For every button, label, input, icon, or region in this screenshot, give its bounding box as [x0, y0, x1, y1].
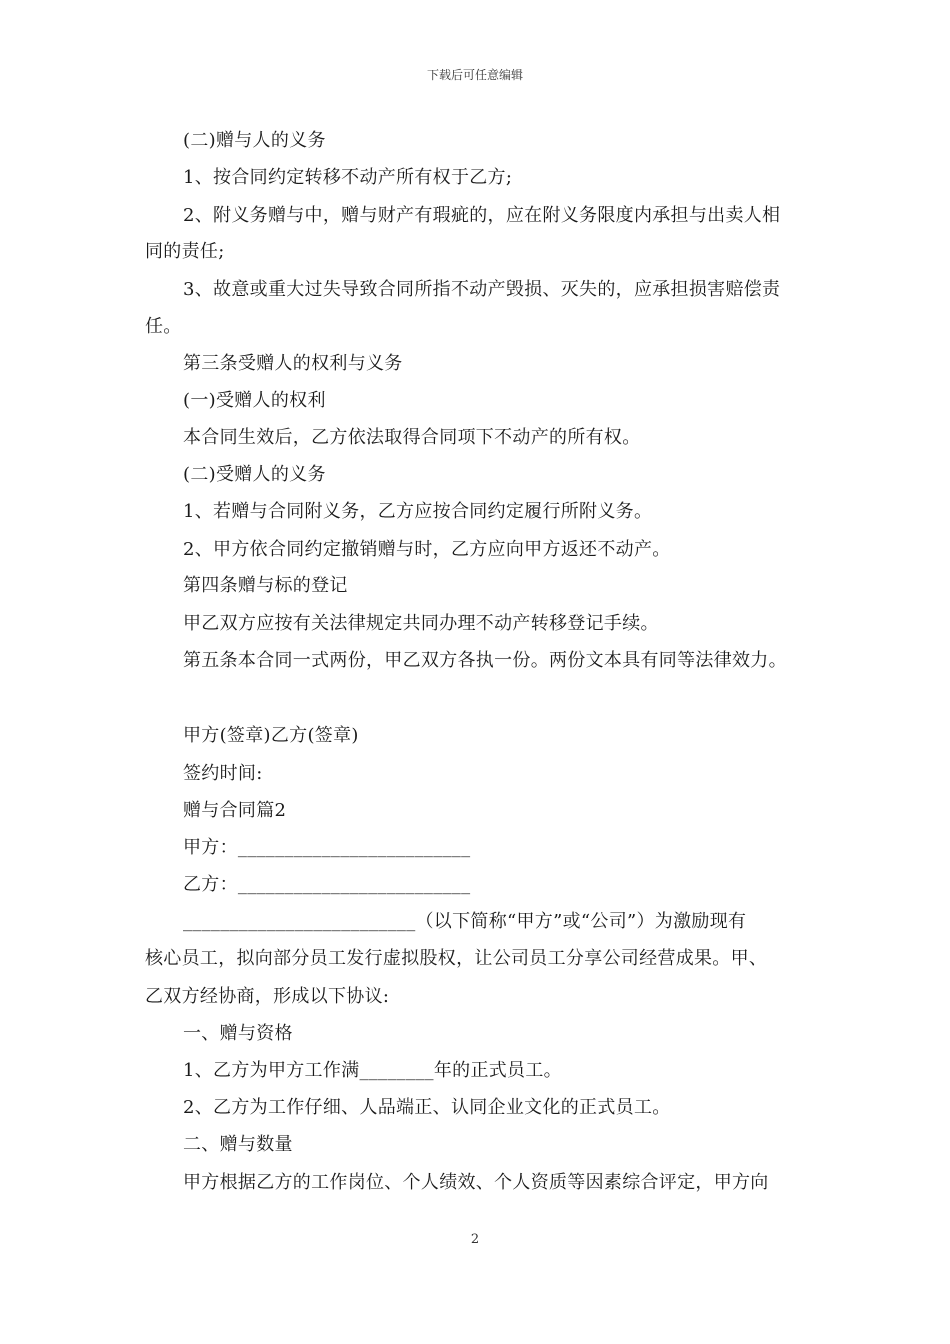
page-number: 2: [470, 1232, 480, 1247]
paragraph-line: 1、按合同约定转移不动产所有权于乙方;: [183, 167, 513, 188]
article-heading: 第三条受赠人的权利与义务: [183, 353, 403, 374]
paragraph-line: 2、附义务赠与中，赠与财产有瑕疵的，应在附义务限度内承担与出卖人相: [183, 205, 781, 226]
paragraph-line: 本合同生效后，乙方依法取得合同项下不动产的所有权。: [183, 427, 641, 448]
section-heading: (一)受赠人的权利: [183, 390, 326, 411]
paragraph-line: 2、乙方为工作仔细、人品端正、认同企业文化的正式员工。: [183, 1097, 671, 1118]
page-header: 下载后可任意编辑: [426, 68, 523, 82]
paragraph-line: 1、乙方为甲方工作满________年的正式员工。: [183, 1060, 562, 1081]
section-heading: (二)赠与人的义务: [183, 130, 326, 151]
section-heading: (二)受赠人的义务: [183, 464, 326, 485]
contract-title: 赠与合同篇2: [183, 800, 287, 821]
paragraph-line: 乙双方经协商，形成以下协议:: [145, 986, 390, 1007]
paragraph-line: _________________________（以下简称“甲方”或“公司”）为激励现有: [183, 911, 747, 932]
paragraph-line: 1、若赠与合同附义务，乙方应按合同约定履行所附义务。: [183, 501, 653, 522]
paragraph-line: 甲乙双方应按有关法律规定共同办理不动产转移登记手续。: [183, 613, 659, 634]
paragraph-line: 同的责任;: [145, 241, 225, 262]
paragraph-line: 甲方根据乙方的工作岗位、个人绩效、个人资质等因素综合评定，甲方向: [183, 1172, 769, 1193]
party-b-field: 乙方：_________________________: [183, 874, 471, 895]
section-heading: 二、赠与数量: [183, 1134, 293, 1155]
paragraph-line: 核心员工，拟向部分员工发行虚拟股权，让公司员工分享公司经营成果。甲、: [145, 948, 768, 969]
party-a-field: 甲方：_________________________: [183, 837, 471, 858]
paragraph-line: 任。: [145, 316, 182, 337]
paragraph-line: 3、故意或重大过失导致合同所指不动产毁损、灭失的，应承担损害赔偿责: [183, 279, 781, 300]
paragraph-line: 2、甲方依合同约定撤销赠与时，乙方应向甲方返还不动产。: [183, 539, 671, 560]
article-heading: 第四条赠与标的登记: [183, 575, 348, 596]
article-heading: 第五条本合同一式两份，甲乙双方各执一份。两份文本具有同等法律效力。: [183, 650, 787, 671]
signing-date: 签约时间:: [183, 763, 263, 784]
section-heading: 一、赠与资格: [183, 1023, 293, 1044]
signature-line: 甲方(签章)乙方(签章): [183, 725, 359, 746]
